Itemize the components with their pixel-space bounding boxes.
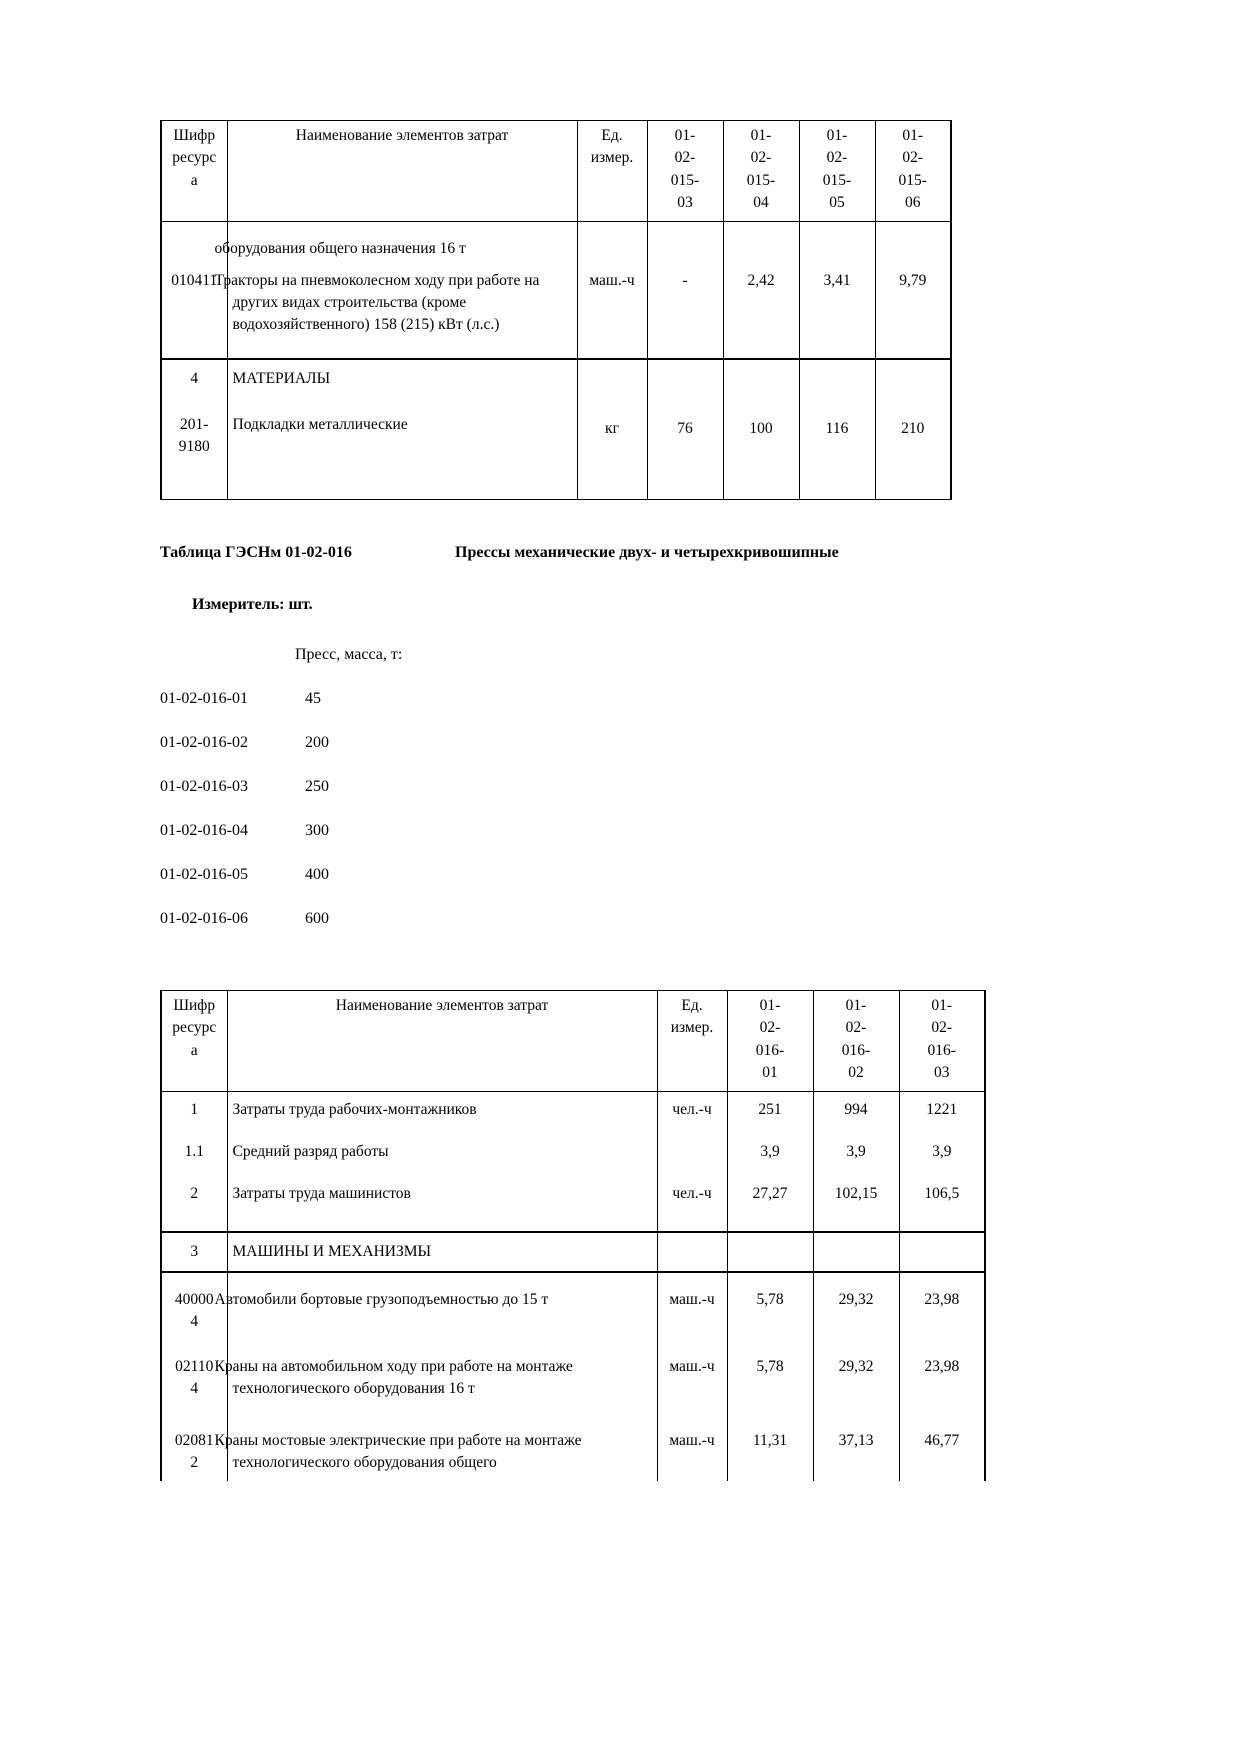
cell-code-text2: 2 [190, 1454, 199, 1472]
cell-value [875, 221, 951, 266]
list-item [160, 910, 950, 928]
cell-value: 29,32 [813, 1340, 899, 1414]
table-row [161, 1127, 985, 1169]
cell-value [727, 1232, 813, 1272]
col3-l4: 05 [829, 194, 845, 212]
header-cell-col-1 [727, 990, 813, 1091]
table-row [161, 266, 951, 359]
cell-value: 37,13 [813, 1414, 899, 1481]
cell-value: 1221 [899, 1091, 985, 1127]
list-item-value: 400 [305, 865, 329, 883]
cell-name: МАТЕРИАЛЫ [227, 359, 577, 396]
col3-l2: 02- [826, 149, 848, 167]
t2col1-l3: 016- [755, 1041, 785, 1059]
table-row [161, 1340, 985, 1414]
table-row [161, 1414, 985, 1481]
list-item-code: 01-02-016-04 [160, 821, 248, 839]
cell-value: 11,31 [727, 1414, 813, 1481]
header-unit-line1: Ед. [601, 127, 623, 144]
t2col3-l4: 03 [934, 1064, 950, 1082]
cell-value: 46,77 [899, 1414, 985, 1481]
list-item-code: 01-02-016-06 [160, 909, 248, 927]
header-cell-code [161, 990, 227, 1091]
header-code-line1: Шифр [173, 996, 216, 1014]
header-cell-col-2 [723, 121, 799, 222]
t2col1-l2: 02- [759, 1019, 781, 1037]
cell-value [875, 359, 951, 396]
list-item-value: 300 [305, 821, 329, 839]
header-cell-name: Наименование элементов затрат [227, 121, 577, 222]
cell-code: 2 [161, 1169, 227, 1232]
list-item-code: 01-02-016-03 [160, 777, 248, 795]
col2-l3: 015- [746, 171, 776, 189]
cell-value: 23,98 [899, 1340, 985, 1414]
cell-value: 3,9 [813, 1127, 899, 1169]
table-row [161, 1091, 985, 1127]
t2col3-l2: 02- [931, 1019, 953, 1037]
cell-name: оборудования общего назначения 16 т [227, 221, 577, 266]
cell-code [161, 396, 227, 499]
cell-unit [577, 359, 647, 396]
cell-unit: маш.-ч [657, 1340, 727, 1414]
cell-name: Автомобили бортовые грузоподъемностью до 15 т [227, 1272, 657, 1340]
cell-value: 27,27 [727, 1169, 813, 1232]
cell-value: 3,9 [727, 1127, 813, 1169]
cell-value: 102,15 [813, 1169, 899, 1232]
list-item-value: 200 [305, 733, 329, 751]
cell-code-text: 02081 [174, 1431, 214, 1449]
t2col1-l4: 01 [762, 1064, 778, 1082]
cell-code: 3 [161, 1232, 227, 1272]
table-header-row [161, 121, 951, 222]
cell-code-text: 40000 [174, 1290, 214, 1308]
t2col2-l2: 02- [845, 1019, 867, 1037]
cell-code-text2: 9180 [178, 438, 210, 456]
list-item [160, 690, 950, 708]
cell-code: 4 [161, 359, 227, 396]
cell-value: 994 [813, 1091, 899, 1127]
col4-l4: 06 [905, 194, 921, 212]
col4-l2: 02- [902, 149, 924, 167]
cell-value: 2,42 [723, 266, 799, 359]
cell-name: Затраты труда машинистов [227, 1169, 657, 1232]
list-item [160, 778, 950, 796]
header-cell-col-4 [875, 121, 951, 222]
t2col2-l1: 01- [845, 996, 867, 1014]
table-label: Таблица ГЭСНм 01-02-016 [160, 543, 352, 561]
header-unit-line1: Ед. [681, 996, 703, 1014]
cell-value: 251 [727, 1091, 813, 1127]
cell-unit: маш.-ч [657, 1272, 727, 1340]
cell-unit: чел.-ч [657, 1091, 727, 1127]
cell-unit: кг [577, 396, 647, 499]
cell-name: МАШИНЫ И МЕХАНИЗМЫ [227, 1232, 657, 1272]
list-item-code: 01-02-016-01 [160, 689, 248, 707]
col1-l2: 02- [674, 149, 696, 167]
header-cell-col-1 [647, 121, 723, 222]
cell-code-text2: 4 [190, 1313, 199, 1331]
cell-value: 9,79 [875, 266, 951, 359]
header-code-line2: ресурс [172, 149, 217, 167]
cell-code-text: 02110 [175, 1357, 214, 1375]
header-cell-unit [657, 990, 727, 1091]
list-item-value: 600 [305, 909, 329, 927]
cell-name: Тракторы на пневмоколесном ходу при работе на других видах строительства (кроме водохозяйственного) 158 (215) кВт (л.с.) [227, 266, 577, 359]
page-content [160, 120, 960, 1481]
cell-value: 210 [875, 396, 951, 499]
cell-value [799, 359, 875, 396]
col4-l3: 015- [898, 171, 927, 189]
cell-value [899, 1232, 985, 1272]
cell-value [647, 221, 723, 266]
header-code-line3: а [190, 1041, 198, 1059]
list-item [160, 822, 950, 840]
cell-value [723, 359, 799, 396]
cell-value: 106,5 [899, 1169, 985, 1232]
col2-l2: 02- [750, 149, 772, 167]
header-unit-line2: измер. [670, 1019, 714, 1037]
cell-code: 1.1 [161, 1127, 227, 1169]
cell-code-text: 201- [180, 415, 209, 433]
table-row [161, 221, 951, 266]
cell-value: 116 [799, 396, 875, 499]
list-item-value: 45 [305, 689, 321, 707]
col1-l4: 03 [677, 194, 693, 212]
cell-name: Подкладки металлические [227, 396, 577, 499]
cell-name: Краны на автомобильном ходу при работе на монтаже технологического оборудования 16 т [227, 1340, 657, 1414]
cell-code: 1 [161, 1091, 227, 1127]
list-item [160, 866, 950, 884]
press-list [160, 690, 950, 928]
cell-value: 23,98 [899, 1272, 985, 1340]
col2-l4: 04 [753, 194, 769, 212]
header-unit-line2: измер. [590, 149, 634, 167]
cell-value: 3,9 [899, 1127, 985, 1169]
section-title-line [160, 544, 950, 562]
press-list-header: Пресс, масса, т: [295, 645, 403, 663]
list-item-code: 01-02-016-02 [160, 733, 248, 751]
header-cell-code [161, 121, 227, 222]
cell-value: - [647, 266, 723, 359]
cell-unit: маш.-ч [577, 266, 647, 359]
cell-value: 5,78 [727, 1272, 813, 1340]
list-item-value: 250 [305, 777, 329, 795]
cell-value [799, 221, 875, 266]
header-code-line3: а [190, 171, 198, 189]
cell-name: Затраты труда рабочих-монтажников [227, 1091, 657, 1127]
table-section-row [161, 1232, 985, 1272]
t2col3-l1: 01- [931, 996, 953, 1014]
cell-unit: чел.-ч [657, 1169, 727, 1232]
col3-l3: 015- [822, 171, 852, 189]
col3-l1: 01- [826, 127, 848, 144]
header-cell-col-3 [799, 121, 875, 222]
cell-value: 100 [723, 396, 799, 499]
cell-value [647, 359, 723, 396]
cell-value: 29,32 [813, 1272, 899, 1340]
cell-code-text2: 4 [190, 1380, 199, 1398]
header-code-line1: Шифр [173, 127, 216, 144]
cell-unit [657, 1232, 727, 1272]
table-header-row [161, 990, 985, 1091]
col1-l3: 015- [670, 171, 700, 189]
resource-table-01-02-016 [160, 990, 986, 1481]
header-cell-unit [577, 121, 647, 222]
header-cell-name: Наименование элементов затрат [227, 990, 657, 1091]
resource-table-01-02-015 [160, 120, 952, 500]
t2col2-l3: 016- [841, 1041, 871, 1059]
cell-unit [657, 1127, 727, 1169]
list-item-code: 01-02-016-05 [160, 865, 248, 883]
table-section-row [161, 359, 951, 396]
header-code-line2: ресурс [172, 1019, 217, 1037]
cell-name: Краны мостовые электрические при работе на монтаже технологического оборудования общего [227, 1414, 657, 1481]
col1-l1: 01- [674, 127, 696, 144]
cell-code-text: 010411 [171, 271, 218, 289]
col4-l1: 01- [902, 127, 924, 144]
header-cell-col-2 [813, 990, 899, 1091]
table-row [161, 1272, 985, 1340]
cell-value [723, 221, 799, 266]
table-row [161, 1169, 985, 1232]
t2col2-l4: 02 [848, 1064, 864, 1082]
t2col1-l1: 01- [759, 996, 781, 1014]
table-row [161, 396, 951, 499]
cell-value: 76 [647, 396, 723, 499]
col2-l1: 01- [750, 127, 772, 144]
t2col3-l3: 016- [927, 1041, 956, 1059]
cell-value: 5,78 [727, 1340, 813, 1414]
page-title: Прессы механические двух- и четырехкривошипные [455, 543, 839, 561]
list-item [160, 734, 950, 752]
cell-value: 3,41 [799, 266, 875, 359]
cell-unit: маш.-ч [657, 1414, 727, 1481]
cell-name: Средний разряд работы [227, 1127, 657, 1169]
spacer [160, 928, 950, 990]
header-cell-col-3 [899, 990, 985, 1091]
measure-label: Измеритель: шт. [192, 595, 313, 613]
cell-unit [577, 221, 647, 266]
cell-value [813, 1232, 899, 1272]
